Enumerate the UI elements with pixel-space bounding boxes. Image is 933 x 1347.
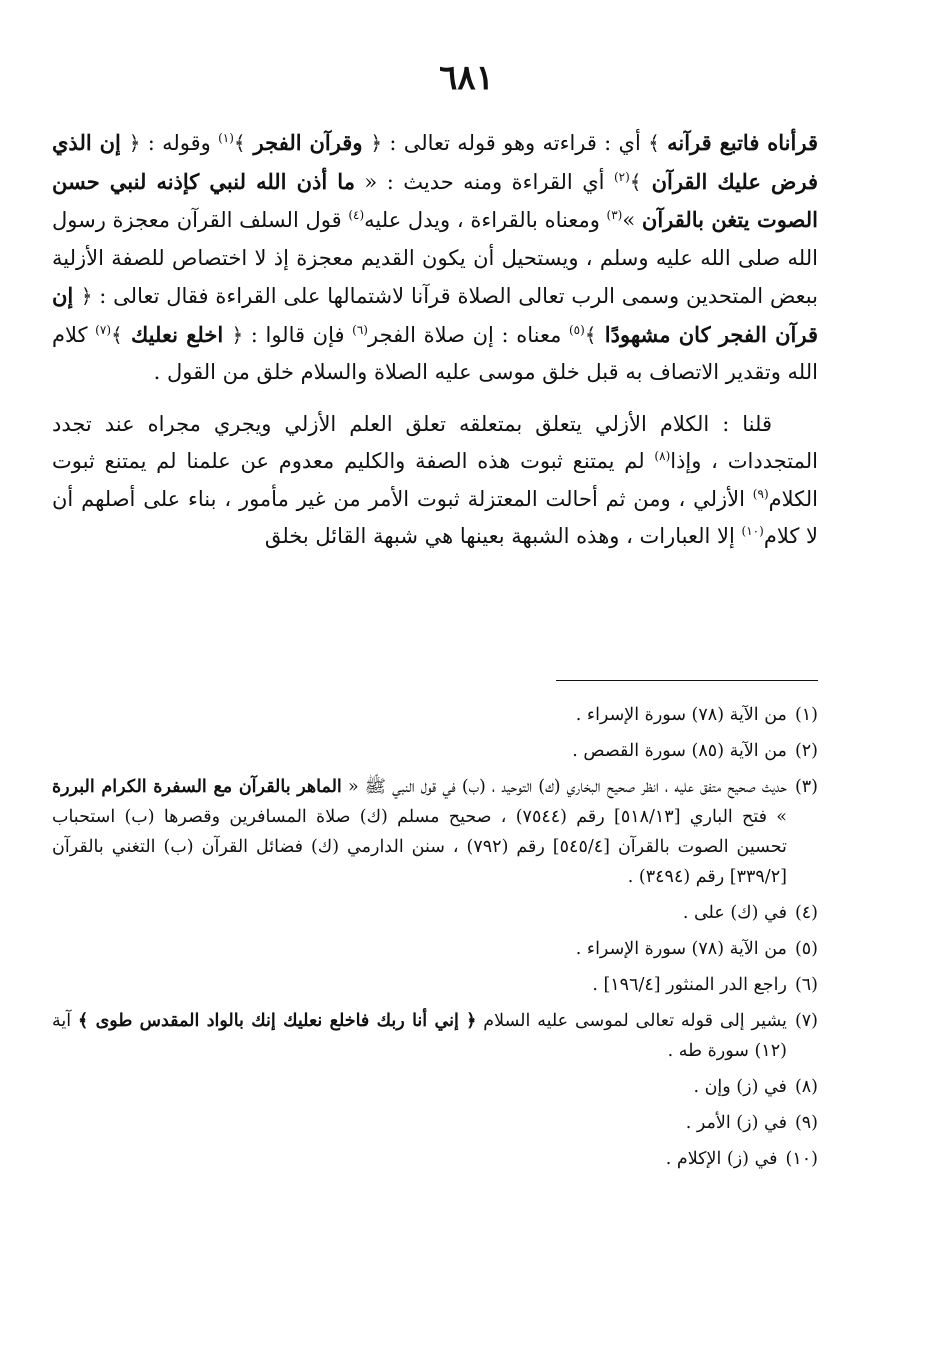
footnote-number: (١٠)	[785, 1149, 818, 1169]
footnote-number: (٧)	[794, 1011, 818, 1031]
footnote-text: من الآية (٧٨) سورة الإسراء .	[575, 705, 787, 725]
text-run: »	[622, 208, 642, 232]
footnote-text-run: » فتح الباري [٥١٨/١٣] رقم (٧٥٤٤) ، صحيح مسلم (ك) صلاة المسافرين وقصرها (ب) استحباب تحسين الصوت بالقرآن [٥٤٥/٤] رقم (٧٩٢) ، سنن الدارمي (ك) فضائل القرآن (ب) التغني بالقرآن [٣٣٩/٢] رقم (٣٤٩٤) .	[52, 807, 787, 887]
footnote-ref-10[interactable]: (١٠)	[741, 524, 764, 538]
footnote-text-run: آية (١٢) سورة طه .	[52, 1011, 787, 1061]
footnote-ref-1[interactable]: (١)	[218, 131, 234, 145]
footnote-separator	[556, 680, 818, 681]
quran-verse: اخلع نعليك	[122, 321, 232, 347]
page-number: ٦٨١	[439, 58, 494, 98]
footnote-text: في (ز) وإن .	[693, 1077, 787, 1097]
quran-verse: إن الذي فرض عليك القرآن	[52, 130, 819, 194]
footnote-8	[52, 1072, 818, 1102]
text-run: قلنا : الكلام الأزلي يتعلق بمتعلقه تعلق العلم الأزلي ويجري مجراه عند تجدد المتجددات ، وإذا	[52, 411, 818, 473]
footnote-ref-9[interactable]: (٩)	[752, 486, 769, 501]
footnote-number: (٣)	[794, 777, 818, 797]
text-run: أي القراءة ومنه حديث : «	[354, 169, 614, 194]
text-run: أي : قراءته وهو قوله تعالى :	[382, 131, 649, 155]
footnote-3	[52, 772, 818, 892]
quran-close-bracket: ﴾	[648, 131, 660, 155]
footnote-ref-8[interactable]: (٨)	[654, 449, 671, 463]
footnote-ref-6[interactable]: (٦)	[352, 322, 368, 337]
quran-close-bracket: ﴾	[629, 169, 642, 194]
text-run: إلا العبارات ، وهذه الشبهة بعينها هي شبهة القائل بخلق	[264, 524, 742, 548]
paragraph-1	[52, 124, 818, 392]
footnote-text	[52, 772, 787, 892]
text-run: لم يمتنع ثبوت هذه الصفة والكليم معدوم عن علمنا لم يمتنع ثبوت الكلام	[52, 449, 818, 511]
footnote-number: (٩)	[794, 1113, 818, 1133]
text-run: ومعناه بالقراءة ، ويدل عليه	[364, 208, 607, 232]
text-run: قول السلف القرآن معجزة رسول الله صلى الله عليه وسلم ، ويستحيل أن يكون القديم معجزة إذ لا اختصاص للصفة الأزلية ببعض المتحدين وسمى الرب تعالى الصلاة قرآنا لاشتمالها على القراءة فقال تعالى :	[52, 208, 818, 308]
footnote-number: (١)	[794, 705, 818, 725]
footnote-number: (٢)	[794, 741, 818, 761]
quran-verse: وقرآن الفجر	[245, 130, 371, 155]
quran-verse: إن قرآن الفجر كان مشهودًا	[52, 283, 818, 347]
footnotes	[52, 700, 818, 1180]
footnote-text: من الآية (٧٨) سورة الإسراء .	[575, 939, 787, 959]
footnote-10	[52, 1144, 818, 1174]
footnote-ref-2[interactable]: (٢)	[613, 169, 630, 184]
quran-open-bracket: ﴿	[231, 322, 244, 347]
footnote-text: في (ك) على .	[682, 903, 787, 923]
footnote-ref-3[interactable]: (٣)	[606, 208, 623, 222]
main-text	[52, 124, 818, 556]
footnote-9	[52, 1108, 818, 1138]
footnote-text-run: حديث صحيح متفق عليه ، انظر صحيح البخاري (ك) التوحيد ، (ب) في قول النبي ﷺ «	[341, 777, 787, 797]
footnote-1	[52, 700, 818, 730]
quran-close-bracket: ﴾	[233, 131, 246, 155]
footnote-2	[52, 736, 818, 766]
footnote-ref-4[interactable]: (٤)	[348, 208, 365, 222]
text-run: كلام الله وتقدير الاتصاف به قبل خلق موسى عليه الصلاة والسلام خلق من القول .	[52, 322, 818, 384]
footnote-text: راجع الدر المنثور [١٩٦/٤] .	[592, 975, 787, 995]
quran-open-bracket: ﴿	[370, 131, 383, 155]
footnote-ref-5[interactable]: (٥)	[568, 322, 585, 337]
hadith-text: ما أذن الله لنبي كإذنه لنبي حسن الصوت يتغن بالقرآن	[52, 168, 819, 232]
quran-close-bracket: ﴾	[584, 322, 597, 347]
footnote-number: (٨)	[794, 1077, 818, 1097]
quran-open-bracket: ﴿	[128, 131, 141, 155]
quran-verse: ﴿ إني أنا ربك فاخلع نعليك إنك بالواد المقدس طوى ﴾	[77, 1011, 477, 1031]
quran-open-bracket: ﴿	[80, 284, 93, 308]
footnote-7	[52, 1006, 818, 1066]
footnote-ref-7[interactable]: (٧)	[95, 322, 111, 337]
text-run: معناه : إن صلاة الفجر	[367, 322, 569, 347]
footnote-number: (٤)	[794, 903, 818, 923]
footnote-number: (٦)	[794, 975, 818, 995]
footnote-text: في (ز) الأمر .	[685, 1113, 787, 1133]
text-run: وقوله :	[140, 131, 219, 155]
footnote-text: من الآية (٨٥) سورة القصص .	[572, 741, 787, 761]
footnote-number: (٥)	[794, 939, 818, 959]
footnote-6	[52, 970, 818, 1000]
hadith-text: الماهر بالقرآن مع السفرة الكرام البررة	[52, 777, 342, 797]
paragraph-2	[52, 406, 818, 556]
text-run: فإن قالوا :	[243, 322, 353, 347]
footnote-text: في (ز) الإكلام .	[665, 1149, 778, 1169]
quran-fragment: قرأناه فاتبع قرآنه	[667, 130, 818, 155]
footnote-5	[52, 934, 818, 964]
footnote-text-run: يشير إلى قوله تعالى لموسى عليه السلام	[476, 1011, 787, 1031]
footnote-4	[52, 898, 818, 928]
text-run: الأزلي ، ومن ثم أحالت المعتزلة ثبوت الأمر من غير مأمور ، بناء على أصلهم أن لا كلام	[52, 486, 818, 548]
quran-close-bracket: ﴾	[111, 322, 123, 347]
footnote-text	[52, 1006, 787, 1066]
